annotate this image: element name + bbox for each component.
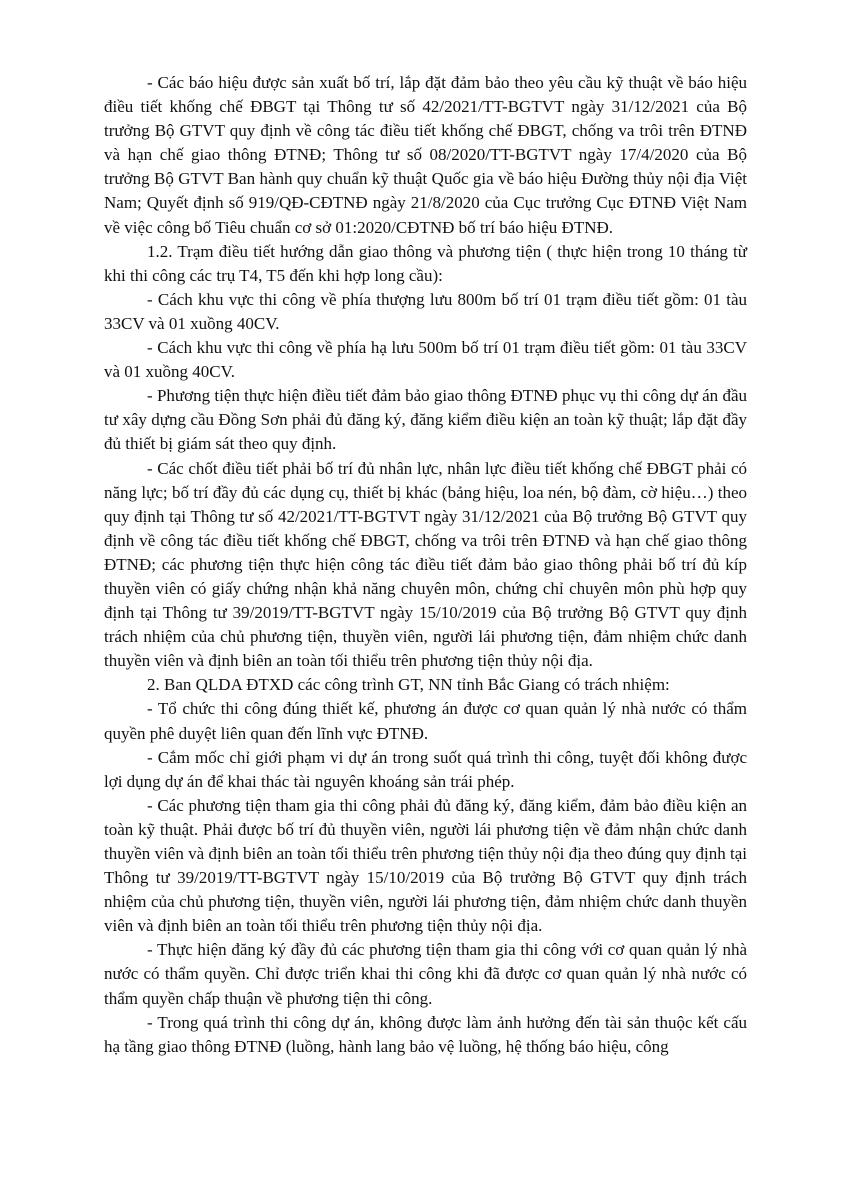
paragraph-signage-requirements: - Các báo hiệu được sản xuất bố trí, lắp đặt đảm bảo theo yêu cầu kỹ thuật về báo hiệu điều tiết khống chế ĐBGT tại Thông tư số 42/2021/TT-BGTVT ngày 31/12/2021 của Bộ trưởng Bộ GTVT quy định về công tác điều tiết khống chế ĐBGT, chống va trôi trên ĐTNĐ và hạn chế giao thông ĐTNĐ; Thông tư số 08/2020/TT-BGTVT ngày 17/4/2020 của Bộ trưởng Bộ GTVT Ban hành quy chuẩn kỹ thuật Quốc gia về báo hiệu Đường thủy nội địa Việt Nam; Quyết định số 919/QĐ-CĐTNĐ ngày 21/8/2020 của Cục trưởng Cục ĐTNĐ Việt Nam về việc công bố Tiêu chuẩn cơ sở 01:2020/CĐTNĐ bố trí báo hiệu ĐTNĐ.	[104, 73, 747, 237]
paragraph-section-1-2-heading: 1.2. Trạm điều tiết hướng dẫn giao thông và phương tiện ( thực hiện trong 10 tháng từ khi thi công các trụ T4, T5 đến khi hợp long cầu):	[104, 241, 747, 285]
paragraph-vessel-registration: - Thực hiện đăng ký đầy đủ các phương tiện tham gia thi công với cơ quan quản lý nhà nước có thẩm quyền. Chỉ được triển khai thi công khi đã được cơ quan quản lý nhà nước có thẩm quyền chấp thuận về phương tiện thi công.	[104, 940, 747, 1008]
paragraph-upstream-station: - Cách khu vực thi công về phía thượng lưu 800m bố trí 01 trạm điều tiết gồm: 01 tàu 33CV và 01 xuồng 40CV.	[104, 289, 747, 333]
paragraph-section-2-heading: 2. Ban QLDA ĐTXD các công trình GT, NN tỉnh Bắc Giang có trách nhiệm:	[147, 675, 670, 695]
paragraph-construction-vessels: - Các phương tiện tham gia thi công phải đủ đăng ký, đăng kiểm, đảm bảo điều kiện an toàn kỹ thuật. Phải được bố trí đủ thuyền viên, người lái phương tiện về đảm nhận chức danh thuyền viên và định biên an toàn tối thiểu trên phương tiện thủy nội địa theo đúng quy định tại Thông tư 39/2019/TT-BGTVT ngày 15/10/2019 của Bộ trưởng Bộ GTVT quy định trách nhiệm của chủ phương tiện, thuyền viên, người lái phương tiện, đảm nhiệm chức danh thuyền viên và định biên an toàn tối thiểu trên phương tiện thủy nội địa.	[104, 795, 747, 936]
paragraph-vessel-requirements: - Phương tiện thực hiện điều tiết đảm bảo giao thông ĐTNĐ phục vụ thi công dự án đầu tư xây dựng cầu Đồng Sơn phải đủ đăng ký, đăng kiểm điều kiện an toàn kỹ thuật; lắp đặt đầy đủ thiết bị giám sát theo quy định.	[104, 386, 747, 454]
document-body	[104, 71, 747, 1059]
paragraph-design-compliance: - Tổ chức thi công đúng thiết kế, phương án được cơ quan quản lý nhà nước có thẩm quyền phê duyệt liên quan đến lĩnh vực ĐTNĐ.	[104, 699, 747, 743]
paragraph-infrastructure-protection: - Trong quá trình thi công dự án, không được làm ảnh hưởng đến tài sản thuộc kết cấu hạ tầng giao thông ĐTNĐ (luồng, hành lang bảo vệ luồng, hệ thống báo hiệu, công	[104, 1012, 747, 1056]
paragraph-checkpoint-staffing: - Các chốt điều tiết phải bố trí đủ nhân lực, nhân lực điều tiết khống chế ĐBGT phải có năng lực; bố trí đầy đủ các dụng cụ, thiết bị khác (bảng hiệu, loa nén, bộ đàm, cờ hiệu…) theo quy định tại Thông tư số 42/2021/TT-BGTVT ngày 31/12/2021 của Bộ trưởng Bộ GTVT quy định về công tác điều tiết khống chế ĐBGT, chống va trôi trên ĐTNĐ và hạn chế giao thông ĐTNĐ; các phương tiện thực hiện công tác điều tiết đảm bảo giao thông phải bố trí đủ kíp thuyền viên có giấy chứng nhận khả năng chuyên môn, chứng chỉ chuyên môn phù hợp quy định tại Thông tư 39/2019/TT-BGTVT ngày 15/10/2019 của Bộ trưởng Bộ GTVT quy định trách nhiệm của chủ phương tiện, thuyền viên, người lái phương tiện, đảm nhiệm chức danh thuyền viên và định biên an toàn tối thiểu trên phương tiện thủy nội địa.	[104, 458, 747, 671]
paragraph-downstream-station: - Cách khu vực thi công về phía hạ lưu 500m bố trí 01 trạm điều tiết gồm: 01 tàu 33CV và 01 xuồng 40CV.	[104, 338, 747, 382]
paragraph-boundary-markers: - Cắm mốc chỉ giới phạm vi dự án trong suốt quá trình thi công, tuyệt đối không được lợi dụng dự án để khai thác tài nguyên khoáng sản trái phép.	[104, 747, 747, 791]
